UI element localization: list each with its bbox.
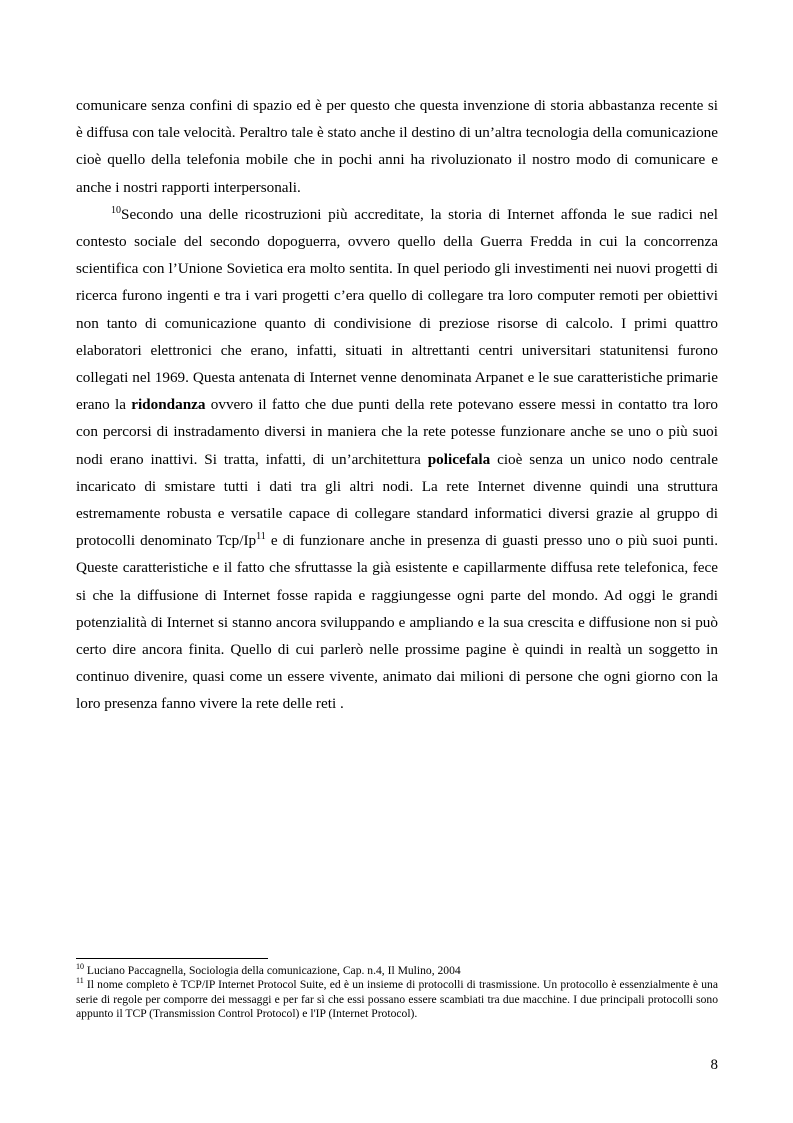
- bold-term-ridondanza: ridondanza: [131, 396, 206, 414]
- paragraph-2-part-1: Secondo una delle ricostruzioni più accreditate, la storia di Internet affonda le sue radici nel contesto sociale del secondo dopoguerra, ovvero quello della Guerra Fredda in cui la concorrenza scientifica con l’Unione Sovietica era molto sentita. In quel periodo gli investimenti nei nuovi progetti di ricerca furono ingenti e tra i vari progetti c’era quello di collegare tra loro computer remoti per obiettivi non tanto di comunicazione quanto di condivisione di preziose risorse di calcolo. I primi quattro elaboratori elettronici che erano, infatti, situati in altrettanti centri universitari statunitensi furono collegati nel 1969. Questa antenata di Internet venne denominata Arpanet e le sue caratteristiche primarie erano la: [76, 205, 718, 414]
- bold-term-policefala: policefala: [427, 450, 491, 468]
- paragraph-2: [76, 201, 718, 718]
- page-number: 8: [710, 1057, 718, 1073]
- footnote-text: Il nome completo è TCP/IP Internet Protocol Suite, ed è un insieme di protocolli di trasmissione. Un protocollo è essenzialmente è una serie di regole per comporre dei messaggi e per far sì che essi possano essere scambiati tra due macchine. I due principali protocolli sono appunto il TCP (Transmission Control Protocol) e l'IP (Internet Protocol).: [76, 978, 718, 1020]
- paragraph-1: comunicare senza confini di spazio ed è per questo che questa invenzione di storia abbastanza recente si è diffusa con tale velocità. Peraltro tale è stato anche il destino di un’altra tecnologia della comunicazione cioè quello della telefonia mobile che in pochi anni ha rivoluzionato il nostro modo di comunicare e anche i nostri rapporti interpersonali.: [76, 97, 718, 196]
- paragraph-2-part-3: cioè senza un unico nodo centrale incaricato di smistare tutti i dati tra gli altri nodi. La rete Internet divenne quindi una struttura estremamente robusta e versatile capace di collegare standard informatici diversi grazie al gruppo di protocolli denominato Tcp/Ip: [76, 450, 718, 550]
- body-text: [76, 92, 718, 718]
- footnote-11: [76, 978, 718, 1021]
- footnote-ref-11[interactable]: 11: [256, 531, 266, 543]
- footnote-number: 11: [76, 976, 84, 986]
- footnote-10: [76, 964, 718, 978]
- paragraph-2-part-2: ovvero il fatto che due punti della rete potevano essere messi in contatto tra loro con percorsi di instradamento diversi in maniera che la rete potesse funzionare anche se uno o più suoi nodi erano inattivi. Si tratta, infatti, di un’architettura: [76, 396, 718, 468]
- footnote-ref-10[interactable]: 10: [111, 204, 121, 216]
- footnote-separator: [76, 958, 268, 959]
- paragraph-2-part-4: e di funzionare anche in presenza di guasti presso uno o più suoi punti. Queste caratteristiche e il fatto che sfruttasse la già esistente e capillarmente diffusa rete telefonica, fece si che la diffusione di Internet fosse rapida e raggiungesse ogni parte del mondo. Ad oggi le grandi potenzialità di Internet si stanno ancora sviluppando e ampliando e la sua crescita e diffusione non si può certo dire ancora finita. Quello di cui parlerò nelle prossime pagine è quindi in realtà un soggetto in continuo divenire, quasi come un essere vivente, animato dai milioni di persone che ogni giorno con la loro presenza fanno vivere la rete delle reti .: [76, 532, 718, 713]
- footnote-text: Luciano Paccagnella, Sociologia della comunicazione, Cap. n.4, Il Mulino, 2004: [84, 964, 461, 977]
- footnote-number: 10: [76, 962, 84, 972]
- footnotes: [76, 964, 718, 1021]
